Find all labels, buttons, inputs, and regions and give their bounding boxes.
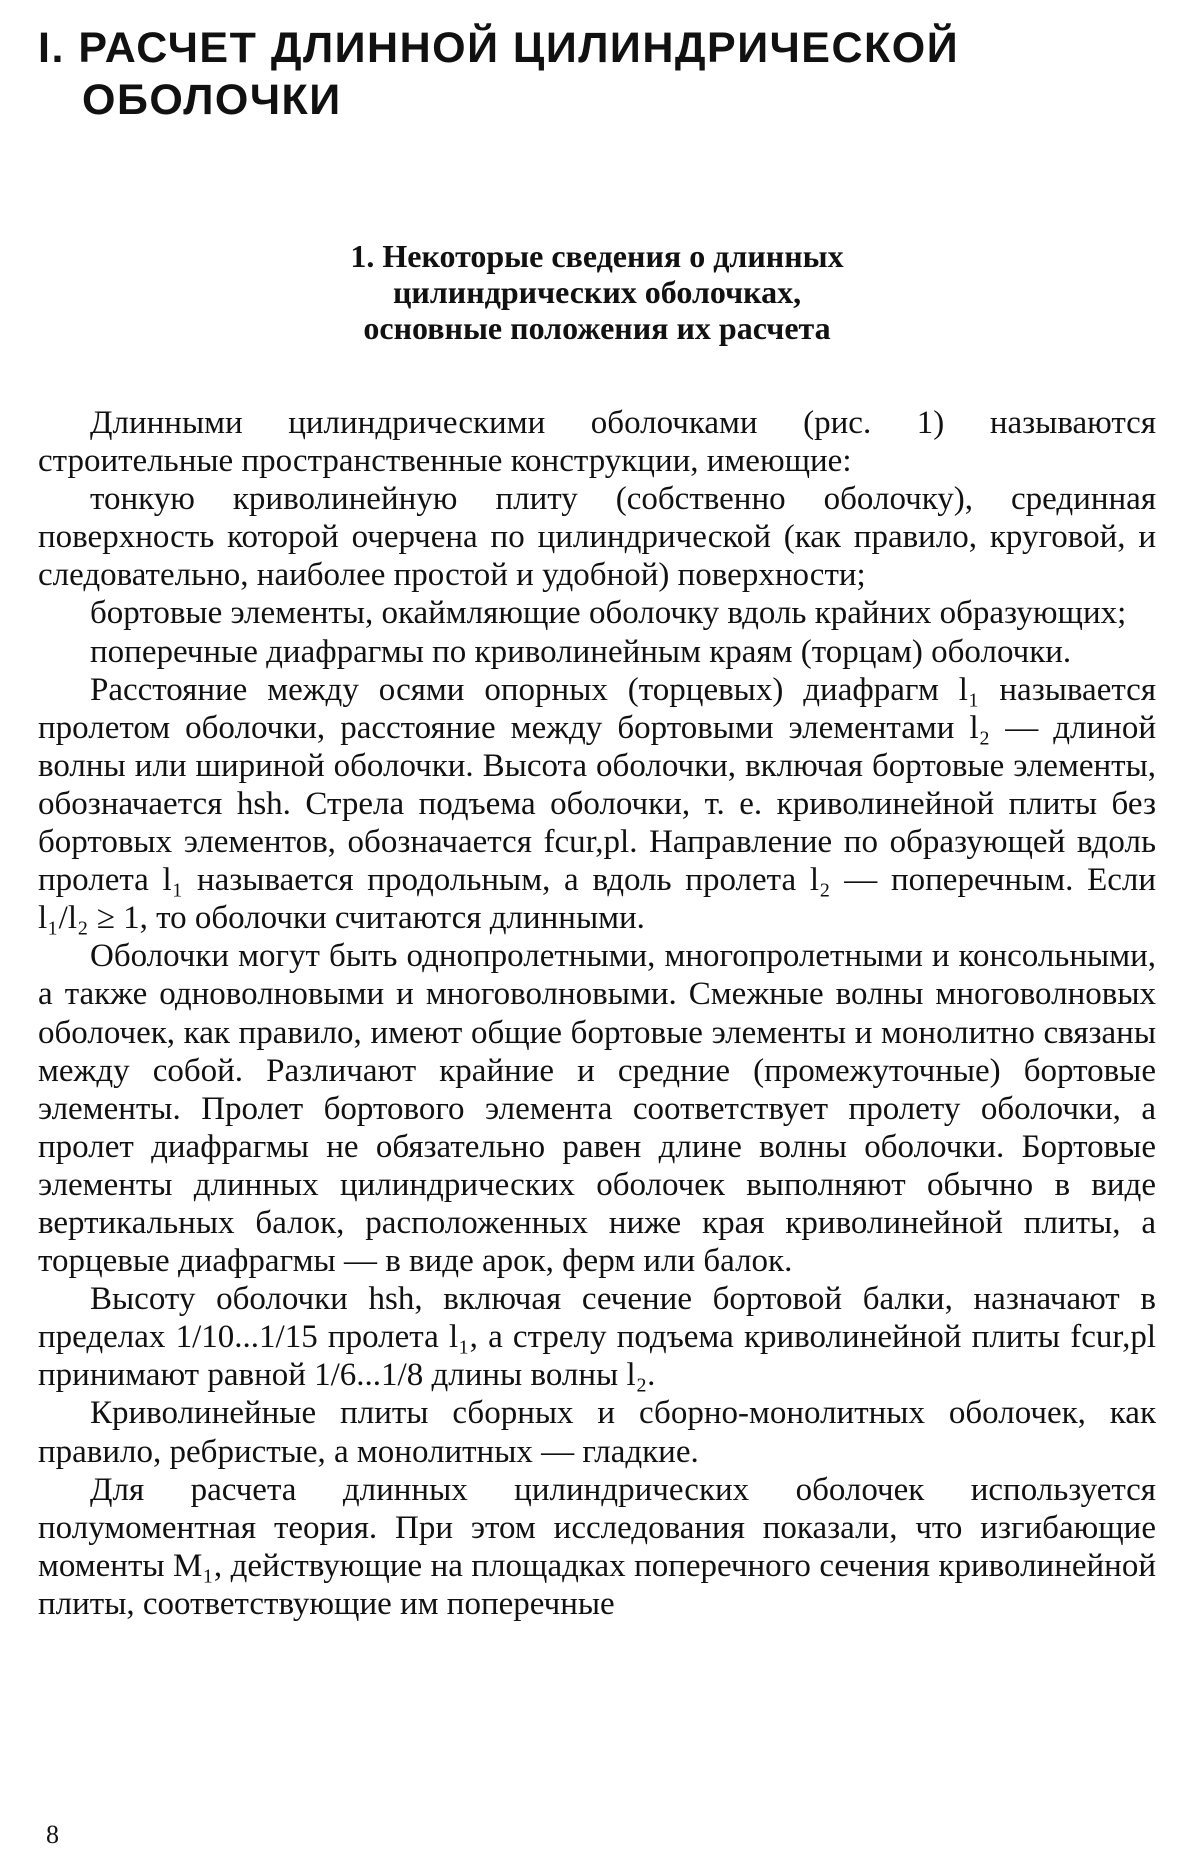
section-heading-line-3: основные положения их расчета	[363, 310, 831, 346]
page-number: 8	[46, 1820, 59, 1849]
paragraph-plate: тонкую криволинейную плиту (собственно оболочку), срединная поверхность которой очерчена по цилиндрической (как правило, круговой, и следовательно, наиболее простой и удобной) поверхности;	[38, 481, 1156, 594]
paragraph-height: Высоту оболочки hsh, включая сечение бортовой балки, назначают в пределах 1/10...1/15 пролета l₁, а стрелу подъема криволинейной плиты fcur,pl принимают равной 1/6...1/8 длины волны l₂.	[38, 1281, 1156, 1394]
paragraph-diaphragms: поперечные диафрагмы по криволинейным краям (торцам) оболочки.	[90, 633, 1072, 670]
chapter-title	[38, 22, 1156, 126]
paragraph-plates: Криволинейные плиты сборных и сборно-монолитных оболочек, как правило, ребристые, а монолитных — гладкие.	[38, 1395, 1156, 1470]
section-heading	[38, 238, 1156, 346]
body-text	[38, 404, 1156, 1623]
paragraph-definition: Длинными цилиндрическими оболочками (рис. 1) называются строительные пространственные конструкции, имеющие:	[38, 405, 1156, 480]
paragraph-theory: Для расчета длинных цилиндрических оболочек используется полумоментная теория. При этом исследования показали, что изгибающие моменты M₁, действующие на площадках поперечного сечения криволинейной плиты, соответствующие им поперечные	[38, 1471, 1156, 1622]
page	[38, 22, 1156, 1623]
paragraph-dimensions: Расстояние между осями опорных (торцевых) диафрагм l₁ называется пролетом оболочки, расстояние между бортовыми элементами l₂ — длиной волны или шириной оболочки. Высота оболочки, включая бортовые элементы, обозначается hsh. Стрела подъема оболочки, т. е. криволинейной плиты без бортовых элементов, обозначается fcur,pl. Направление по образующей вдоль пролета l₁ называется продольным, а вдоль пролета l₂ — поперечным. Если l₁/l₂ ≥ 1, то оболочки считаются длинными.	[38, 671, 1156, 937]
chapter-title-line-1: I. РАСЧЕТ ДЛИННОЙ ЦИЛИНДРИЧЕСКОЙ	[38, 24, 960, 72]
section-heading-line-1: 1. Некоторые сведения о длинных	[350, 238, 844, 274]
paragraph-types: Оболочки могут быть однопролетными, многопролетными и консольными, а также одноволновыми и многоволновыми. Смежные волны многоволновых оболочек, как правило, имеют общие бортовые элементы и монолитно связаны между собой. Различают крайние и средние (промежуточные) бортовые элементы. Пролет бортового элемента соответствует пролету оболочки, а пролет диафрагмы не обязательно равен длине волны оболочки. Бортовые элементы длинных цилиндрических оболочек выполняют обычно в виде вертикальных балок, расположенных ниже края криволинейной плиты, а торцевые диафрагмы — в виде арок, ферм или балок.	[38, 938, 1156, 1280]
paragraph-edge-elements: бортовые элементы, окаймляющие оболочку вдоль крайних образующих;	[90, 595, 1127, 632]
section-heading-line-2: цилиндрических оболочках,	[392, 274, 802, 310]
chapter-title-line-2: ОБОЛОЧКИ	[82, 76, 342, 124]
